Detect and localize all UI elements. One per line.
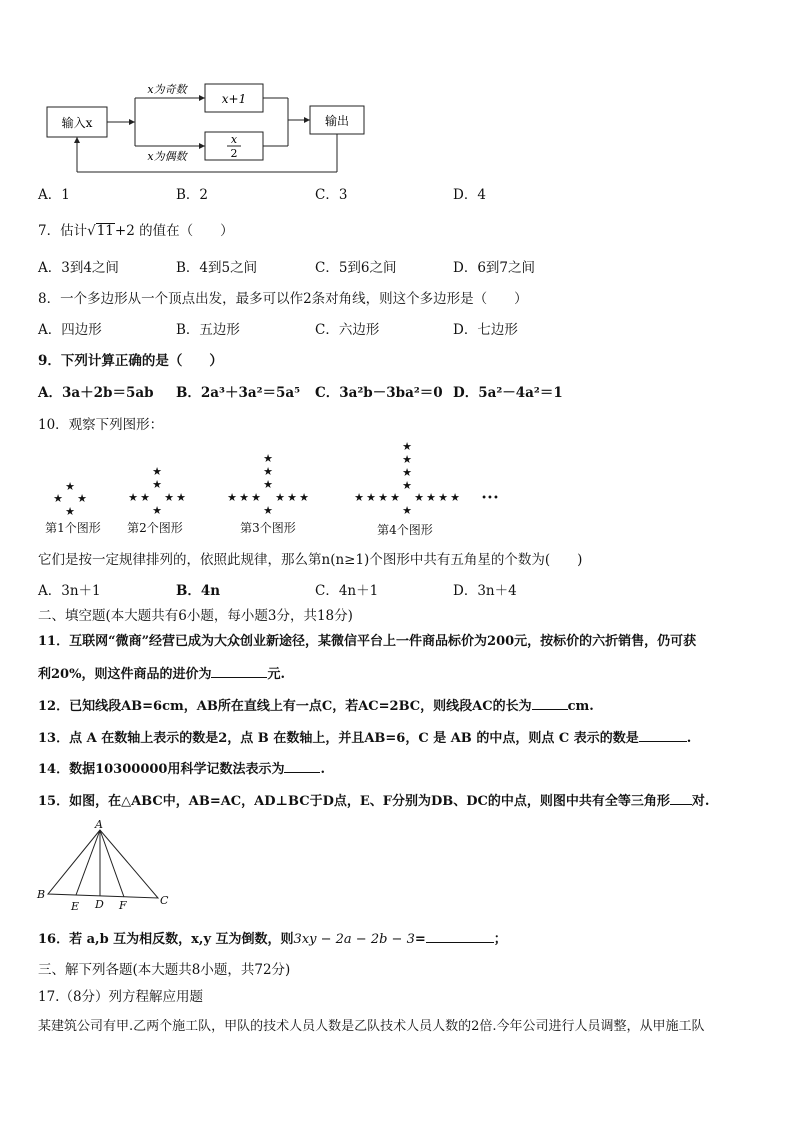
star-icon: ★ <box>65 505 75 518</box>
star-icon: ★ <box>378 491 388 504</box>
q16-text-b: = <box>414 932 426 947</box>
q14-text-b: . <box>320 762 325 777</box>
output-label: 输出 <box>324 114 350 128</box>
star-icon: ★ <box>152 478 162 491</box>
point-b-label: B <box>37 888 46 901</box>
q8-question: 8．一个多边形从一个顶点出发，最多可以作2条对角线，则这个多边形是（ ） <box>38 291 528 307</box>
q12-answer-blank[interactable] <box>532 696 568 710</box>
star-icon: ★ <box>263 465 273 478</box>
ellipsis-icon: ••• <box>481 493 499 504</box>
q16-question <box>38 929 507 949</box>
q12-text-b: cm. <box>567 699 594 714</box>
star-icon: ★ <box>402 453 412 466</box>
star-icon: ★ <box>152 504 162 517</box>
star-icon: ★ <box>251 491 261 504</box>
section-3-heading: 三、解下列各题(本大题共8小题，共72分) <box>38 962 291 978</box>
q11-text-b: 元. <box>267 667 285 682</box>
q10-rule-question: 它们是按一定规律排列的，依照此规律，那么第n(n≥1)个图形中共有五角星的个数为( ) <box>38 552 583 568</box>
point-f-label: F <box>119 899 127 912</box>
q17-title: 17.（8分）列方程解应用题 <box>38 989 204 1005</box>
q7-option-c[interactable]: C．5到6之间 <box>315 260 397 276</box>
star-icon: ★ <box>77 492 87 505</box>
q10-option-b[interactable]: B．4n <box>176 583 221 599</box>
star-icon: ★ <box>299 491 309 504</box>
q15-question <box>38 791 709 811</box>
q7-option-d[interactable]: D．6到7之间 <box>453 260 536 276</box>
q17-text: 某建筑公司有甲.乙两个施工队，甲队的技术人员人数是乙队技术人员人数的2倍.今年公司进行人员调整，从甲施工队 <box>38 1019 705 1034</box>
q6-option-b[interactable]: B．2 <box>176 187 209 203</box>
star-icon: ★ <box>287 491 297 504</box>
q7-question <box>38 222 234 240</box>
star-icon: ★ <box>263 452 273 465</box>
star-icon: ★ <box>263 478 273 491</box>
section-2-heading: 二、填空题(本大题共有6小题，每小题3分，共18分) <box>38 608 353 624</box>
star-icon: ★ <box>140 491 150 504</box>
star-icon: ★ <box>239 491 249 504</box>
q6-option-c[interactable]: C．3 <box>315 187 348 203</box>
q9-option-c[interactable]: C．3a²b－3ba²＝0 <box>315 385 443 401</box>
flowchart-diagram <box>40 78 380 178</box>
q15-text-a: 15．如图，在△ABC中，AB=AC，AD⊥BC于D点，E、F分别为DB、DC的中点，则图中共有全等三角形 <box>38 794 670 809</box>
q13-text-b: . <box>686 731 692 746</box>
point-e-label: E <box>71 900 80 913</box>
point-d-label: D <box>95 898 104 911</box>
star-icon: ★ <box>263 504 273 517</box>
figure-3-label: 第3个图形 <box>240 521 296 535</box>
q14-answer-blank[interactable] <box>284 759 320 773</box>
q11-answer-blank[interactable] <box>211 664 267 678</box>
figure-1-label: 第1个图形 <box>45 521 101 535</box>
q9-question: 9．下列计算正确的是（ ） <box>38 353 223 369</box>
q16-text-c: ； <box>493 932 507 947</box>
q7-suffix: +2 的值在（ ） <box>114 223 234 239</box>
q9-option-b[interactable]: B．2a³＋3a²＝5a⁵ <box>176 385 301 401</box>
figure-4-label: 第4个图形 <box>377 523 433 537</box>
star-icon: ★ <box>402 479 412 492</box>
star-icon: ★ <box>227 491 237 504</box>
triangle-figure <box>34 818 174 913</box>
q15-text-b: 对. <box>691 794 710 809</box>
star-icon: ★ <box>402 440 412 453</box>
even-box-denominator: 2 <box>230 147 238 160</box>
q8-option-d[interactable]: D．七边形 <box>453 322 518 338</box>
figure-2-label: 第2个图形 <box>127 521 183 535</box>
q9-option-a[interactable]: A．3a＋2b＝5ab <box>38 385 154 401</box>
q10-option-d[interactable]: D．3n＋4 <box>453 583 517 599</box>
star-icon: ★ <box>152 465 162 478</box>
q7-radicand: 11 <box>96 223 114 239</box>
q6-option-a[interactable]: A．1 <box>38 187 70 203</box>
q11-line-1: 11．互联网“微商”经营已成为大众创业新途径，某微信平台上一件商品标价为200元，按标价的六折销售，仍可获 <box>38 634 697 649</box>
q7-prefix: 7．估计 <box>38 223 88 239</box>
q12-text-a: 12．已知线段AB=6cm，AB所在直线上有一点C，若AC=2BC，则线段AC的长为 <box>38 699 532 714</box>
star-icon: ★ <box>354 491 364 504</box>
star-icon: ★ <box>390 491 400 504</box>
star-icon: ★ <box>450 491 460 504</box>
q14-text-a: 14．数据10300000用科学记数法表示为 <box>38 762 285 777</box>
star-icon: ★ <box>176 491 186 504</box>
q12-question <box>38 696 594 716</box>
even-condition-label: x为偶数 <box>147 150 187 163</box>
star-pattern-figure <box>40 440 510 540</box>
q16-answer-blank[interactable] <box>426 929 494 943</box>
q8-option-a[interactable]: A．四边形 <box>38 322 102 338</box>
q6-option-d[interactable]: D．4 <box>453 187 486 203</box>
sqrt-sign: √ <box>87 223 96 239</box>
q11-line-2 <box>38 664 285 684</box>
input-label: 输入x <box>61 116 93 130</box>
odd-box-label: x+1 <box>221 92 247 106</box>
q10-question: 10．观察下列图形： <box>38 417 164 433</box>
q7-option-b[interactable]: B．4到5之间 <box>176 260 258 276</box>
q16-text-a: 16．若 a,b 互为相反数，x,y 互为倒数，则 <box>38 932 294 947</box>
odd-condition-label: x为奇数 <box>147 83 187 96</box>
star-icon: ★ <box>275 491 285 504</box>
star-icon: ★ <box>426 491 436 504</box>
q16-expression: 3xy − 2a − 2b − 3 <box>293 932 415 947</box>
star-icon: ★ <box>164 491 174 504</box>
q10-option-c[interactable]: C．4n＋1 <box>315 583 379 599</box>
star-icon: ★ <box>402 504 412 517</box>
even-box-numerator: x <box>230 133 238 146</box>
q13-text-a: 13．点 A 在数轴上表示的数是2，点 B 在数轴上，并且AB=6，C 是 AB 的中点，则点 C 表示的数是 <box>38 731 639 746</box>
star-icon: ★ <box>402 466 412 479</box>
q8-option-c[interactable]: C．六边形 <box>315 322 380 338</box>
point-c-label: C <box>160 894 169 907</box>
q13-question <box>38 728 691 748</box>
q9-option-d[interactable]: D．5a²－4a²＝1 <box>453 385 563 401</box>
star-icon: ★ <box>438 491 448 504</box>
point-a-label: A <box>95 818 103 831</box>
q14-question <box>38 759 325 779</box>
star-icon: ★ <box>414 491 424 504</box>
q15-answer-blank[interactable] <box>670 791 692 805</box>
star-icon: ★ <box>53 492 63 505</box>
q13-answer-blank[interactable] <box>639 728 687 742</box>
q11-text-a: 利20%，则这件商品的进价为 <box>38 667 212 682</box>
star-icon: ★ <box>128 491 138 504</box>
star-icon: ★ <box>65 480 75 493</box>
q8-option-b[interactable]: B．五边形 <box>176 322 240 338</box>
star-icon: ★ <box>366 491 376 504</box>
q7-option-a[interactable]: A．3到4之间 <box>38 260 119 276</box>
q10-option-a[interactable]: A．3n＋1 <box>38 583 101 599</box>
